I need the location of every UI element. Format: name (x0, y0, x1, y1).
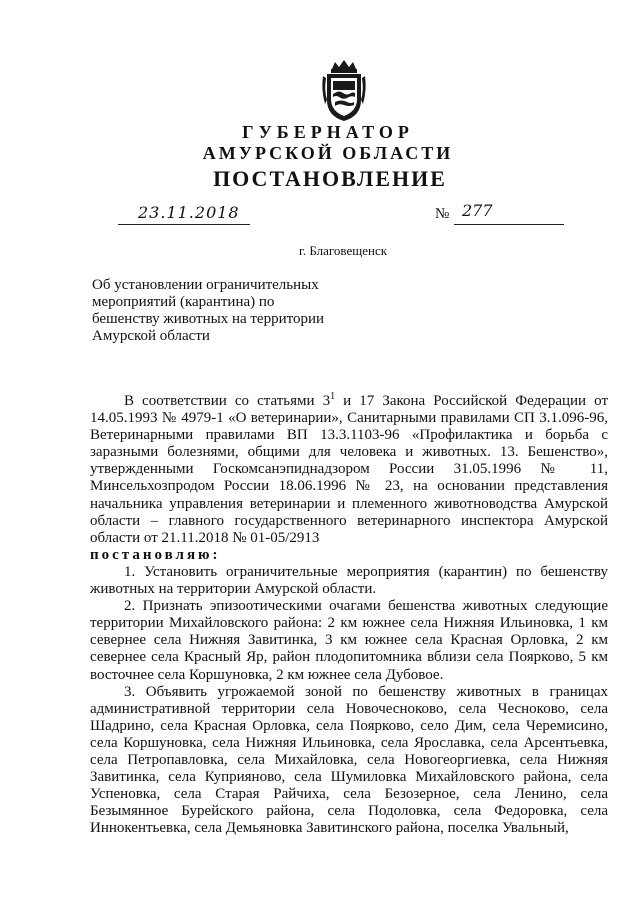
item-3: 3. Объявить угрожаемой зоной по бешенству животных в границах административной территории села Новочесноково, села Чесноково, села Шадрино, села Красная Орловка, села Поярково, село Дим, села Черемисино, села Коршуновка, села Нижняя Ильиновка, села Ярославка, села Арсентьевка, села Петропавловка, села Михайловка, села Новогеоргиевка, села Нижняя Завитинка, села Куприяново, села Шумиловка Михайловского района, села Успеновка, села Старая Райчиха, села Безозерное, села Ленино, села Безымянное Бурейского района, села Подоловка, села Федоровка, села Иннокентьевка, села Демьяновка Завитинского района, поселка Увальный, (90, 683, 608, 837)
document-type-title: ПОСТАНОВЛЕНИЕ (213, 166, 447, 191)
document-body (90, 393, 608, 837)
item-1: 1. Установить ограничительные мероприятия (карантин) по бешенству животных на территории Амурской области. (90, 563, 608, 598)
document-date: 23.11.2018 (138, 203, 240, 222)
document-subject: Об установлении ограничительных мероприятий (карантина) по бешенству животных на территории Амурской области (92, 277, 325, 344)
number-label: № (435, 206, 450, 222)
item-2: 2. Признать эпизоотическими очагами бешенства животных следующие территории Михайловского района: 2 км южнее села Нижняя Ильиновка, 1 км севернее села Нижняя Завитинка, 3 км южнее села Красная Орловка, 2 км севернее села Красный Яр, район плодопитомника вблизи села Поярково, 5 км восточнее села Коршуновка, 2 км южнее села Дубовое. (90, 598, 608, 683)
resolve-word: постановляю: (90, 546, 221, 563)
document-number: 277 (462, 201, 493, 220)
preamble-superscript: 1 (330, 391, 336, 402)
preamble-text-1: В соответствии со статьями 3 (124, 393, 331, 409)
city: г. Благовещенск (298, 243, 388, 258)
preamble-paragraph (90, 393, 608, 547)
coat-of-arms-icon (321, 60, 367, 122)
preamble-text-2: и 17 Закона Российской Федерации от 14.05.1993 № 4979-1 «О ветеринарии», Санитарными правилами СП 3.1.096-96, Ветеринарными правилами ВП 13.3.1103-96 «Профилактика и борьба с заразными болезнями, общими для человека и животных. 13. Бешенство», утвержденными Госкомсанэпиднадзором России 31.05.1996 № 11, Минсельхозпродом России 18.06.1996 № 23, на основании представления начальника управления ветеринарии и племенного животноводства Амурской области – главного государственного ветеринарного инспектора Амурской области от 21.11.2018 № 01-05/2913 (90, 393, 608, 546)
header-region: АМУРСКОЙ ОБЛАСТИ (202, 143, 454, 163)
header-governor: ГУБЕРНАТОР (242, 122, 414, 142)
